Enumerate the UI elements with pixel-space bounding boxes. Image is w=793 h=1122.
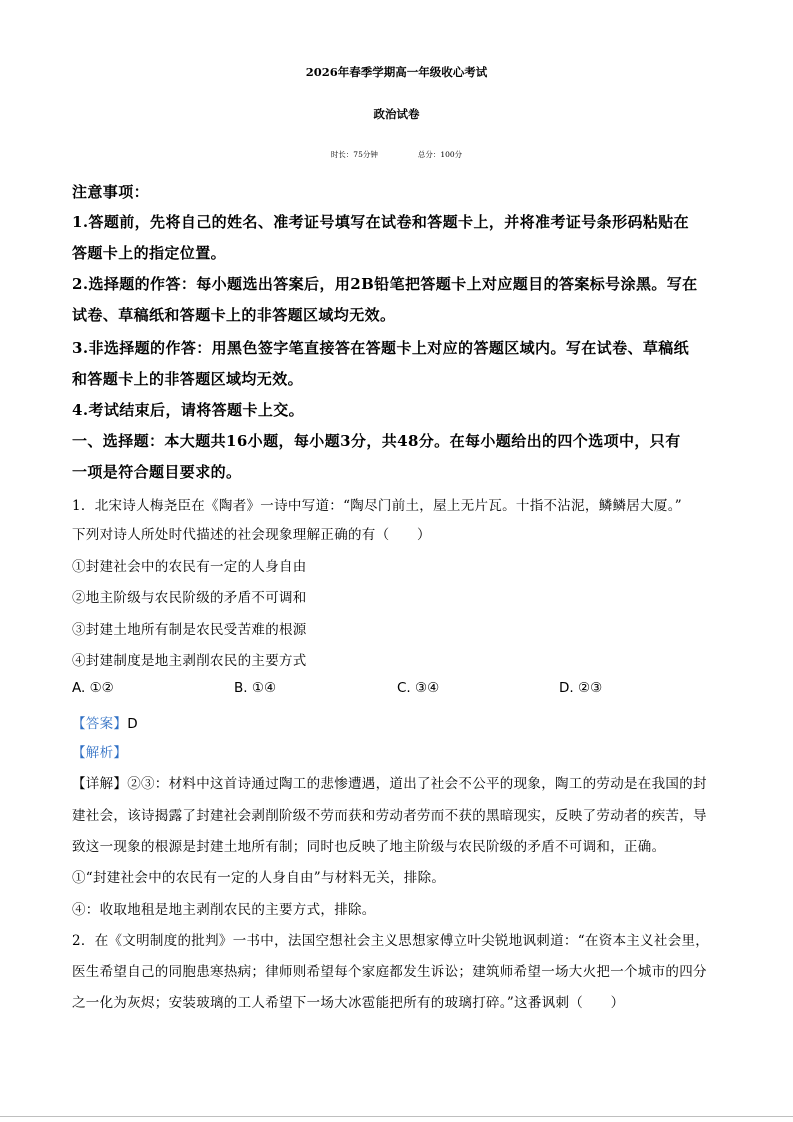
answer-value: D (127, 716, 138, 732)
notice-line: 和答题卡上的非答题区域均无效。 (72, 370, 304, 388)
q1-statement: ④封建制度是地主剥削农民的主要方式 (72, 653, 307, 669)
notice-line: 答题卡上的指定位置。 (72, 244, 227, 262)
q2-stem-line: 医生希望自己的同胞患寒热病；律师则希望每个家庭都发生诉讼；建筑师希望一场大火把一个城市的四分 (72, 964, 707, 980)
q2-stem-line: 2．在《文明制度的批判》一书中，法国空想社会主义思想家傅立叶尖锐地讽刺道：“在资本主义社会里， (72, 933, 710, 949)
exam-subtitle: 政治试卷 (373, 107, 420, 121)
q1-analysis-line: ①“封建社会中的农民有一定的人身自由”与材料无关，排除。 (72, 870, 446, 886)
exam-title: 2026年春季学期高一年级收心考试 (305, 65, 488, 79)
q1-option-c: C. ③④ (397, 680, 440, 696)
section-heading-line: 一项是符合题目要求的。 (72, 463, 242, 481)
q1-option-a: A. ①② (72, 680, 114, 696)
q1-option-b: B. ①④ (234, 680, 277, 696)
q1-answer (72, 712, 138, 732)
q1-statement: ③封建土地所有制是农民受苦难的根源 (72, 622, 307, 638)
answer-label: 【答案】 (72, 716, 128, 732)
page-bottom-divider (0, 1116, 793, 1117)
section-heading-line: 一、选择题：本大题共16小题，每小题3分，共48分。在每小题给出的四个选项中，只有 (72, 432, 681, 450)
q2-stem-line: 之一化为灰烬；安装玻璃的工人希望下一场大冰雹能把所有的玻璃打碎。”这番讽刺（ ） (72, 995, 625, 1011)
notice-line: 4.考试结束后，请将答题卡上交。 (72, 401, 305, 419)
q1-statement: ①封建社会中的农民有一定的人身自由 (72, 559, 307, 575)
q1-stem-line: 下列对诗人所处时代描述的社会现象理解正确的有（ ） (72, 527, 431, 543)
notice-line: 试卷、草稿纸和答题卡上的非答题区域均无效。 (72, 306, 396, 324)
total-score-text: 总分：100分 (417, 150, 463, 159)
duration-text: 时长：75分钟 (330, 150, 378, 159)
q1-analysis-line: 【详解】②③：材料中这首诗通过陶工的悲惨遭遇，道出了社会不公平的现象，陶工的劳动是在我国的封 (72, 776, 707, 792)
analysis-label: 【解析】 (72, 745, 128, 761)
q1-option-d: D. ②③ (559, 680, 603, 696)
notice-heading: 注意事项： (72, 183, 150, 201)
q1-analysis-line: 致这一现象的根源是封建土地所有制；同时也反映了地主阶级与农民阶级的矛盾不可调和，正确。 (72, 839, 666, 855)
exam-meta (0, 149, 793, 160)
notice-line: 3.非选择题的作答：用黑色签字笔直接答在答题卡上对应的答题区域内。写在试卷、草稿纸 (72, 339, 690, 357)
q1-stem-line: 1．北宋诗人梅尧臣在《陶者》一诗中写道：“陶尽门前土，屋上无片瓦。十指不沾泥，鳞鳞居大厦。” (72, 498, 682, 514)
notice-line: 2.选择题的作答：每小题选出答案后，用2B铅笔把答题卡上对应题目的答案标号涂黑。写在 (72, 275, 698, 293)
q1-statement: ②地主阶级与农民阶级的矛盾不可调和 (72, 590, 307, 606)
q1-analysis-line: 建社会，该诗揭露了封建社会剥削阶级不劳而获和劳动者劳而不获的黑暗现实，反映了劳动者的疾苦，导 (72, 808, 707, 824)
notice-line: 1.答题前，先将自己的姓名、准考证号填写在试卷和答题卡上，并将准考证号条形码粘贴在 (72, 213, 690, 231)
q1-analysis-line: ④：收取地租是地主剥削农民的主要方式，排除。 (72, 902, 376, 918)
